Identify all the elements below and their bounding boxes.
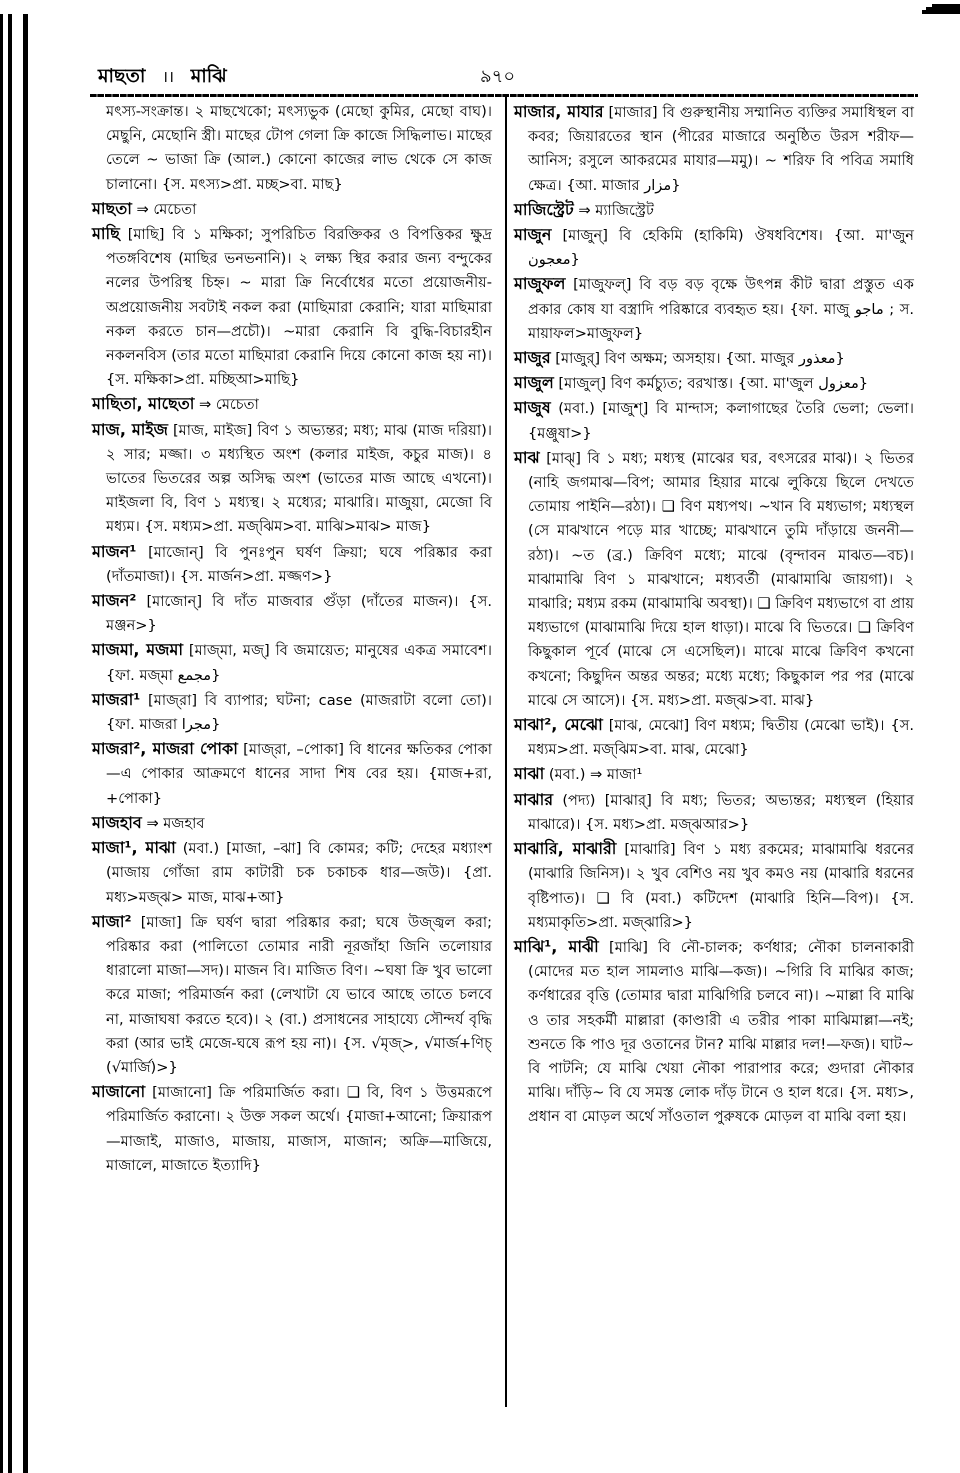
headword: মাঝ bbox=[514, 447, 540, 467]
dictionary-entry bbox=[92, 392, 492, 417]
definition: [মাজ, মাইজ] বিণ ১ অভ্যন্তর; মধ্য; মাঝ (মাজ দরিয়া)। ২ সার; মজ্জা। ৩ মধ্যস্থিত অংশ (কলার মাইজ, কচুর মাজ)। ৪ ভাতের ভিতরের অল্প অসিদ্ধ অংশ (ভাতের মাজ আছে এখনো)। মাইজলা বি, বিণ ১ মধ্যস্থ। ২ মধ্যের; মাঝারি। মাজুয়া, মেজো বি মধ্যম। {স. মধ্যম>প্রা. মজ্‌ঝিম>বা. মাঝি>মাঝ> মাজ} bbox=[106, 421, 492, 536]
dictionary-entry bbox=[92, 222, 492, 392]
definition: [মাজার] বি গুরুস্থানীয় সম্মানিত ব্যক্তির সমাধিস্থল বা কবর; জিয়ারতের স্থান (পীরের মাজারে অনুষ্ঠিত উরস শরীফ—আনিস; রসুলে আকরমের মাযার—মমু)। ~ শরিফ বি পবিত্র সমাধি ক্ষেত্র। {আ. মাজার مزار} bbox=[528, 104, 914, 194]
headword: মাজা¹, মাঝা bbox=[92, 838, 176, 858]
definition: [মাজ্‌রা, –পোকা] বি ধানের ক্ষতিকর পোকা—এ পোকার আক্রমণে ধানের সাদা শিষ বের হয়। {মাজ+রা, +পোকা} bbox=[106, 741, 493, 807]
headword: মাজন¹ bbox=[92, 541, 137, 561]
headword: মাজার, মাযার bbox=[514, 102, 604, 121]
headword: মাঝারি, মাঝারী bbox=[514, 839, 617, 859]
definition: [মাঝ, মেঝো] বিণ মধ্যম; দ্বিতীয় (মেঝো ভাই)। {স. মধ্যম>প্রা. মজ্‌ঝিম>বা. মাঝ, মেঝো} bbox=[528, 717, 915, 759]
dictionary-entry bbox=[92, 638, 492, 687]
definition: [মাজা] ক্রি ঘর্ষণ দ্বারা পরিষ্কার করা; ঘষে উজ্জ্বল করা; পরিষ্কার করা (পালিতো তোমার নারী নূরজাঁহা জিনি তলোয়ার ধারালো মাজা—সদ)। মাজন বি। মাজিত বিণ। ~ঘষা ক্রি খুব ভালো করে মাজা; পরিমার্জন করা (লেখাটা যে ভাবে আছে তাতে চলবে না, মাজাঘষা করতে হবে)। ২ (বা.) প্রসাধনের সাহায্যে সৌন্দর্য বৃদ্ধি করা (আর ভাই মেজে-ঘষে রূপ হয় না)। {স. √মৃজ্‌>, √মার্জ+ণিচ্‌ (√মার্জি)>} bbox=[106, 913, 493, 1076]
headword: মাজুষ bbox=[514, 398, 551, 418]
headword: মাজরা², মাজরা পোকা bbox=[92, 739, 238, 759]
dictionary-entry bbox=[514, 788, 914, 837]
definition: (মবা.) ⇒ মাজা¹ bbox=[548, 766, 643, 784]
definition: [মাজ্‌রা] বি ব্যাপার; ঘটনা; case (মাজরাটা বলো তো)। {ফা. মাজরা مجرا} bbox=[106, 691, 492, 734]
dictionary-entry bbox=[92, 418, 492, 540]
dictionary-entry bbox=[92, 589, 492, 638]
headword: মাঝা bbox=[514, 764, 545, 784]
entry-continuation bbox=[92, 100, 492, 197]
definition: [মাজোন্‌] বি পুনঃপুন ঘর্ষণ ক্রিয়া; ঘষে পরিষ্কার করা (দাঁতমাজা)। {স. মার্জন>প্রা. মজ্জণ>} bbox=[106, 543, 493, 585]
dictionary-entry bbox=[514, 837, 914, 935]
definition: [মাজ্‌মা, মজ্‌] বি জমায়েত; মানুষের একত্র সমাবেশ। {ফা. মজ্‌মা مجمع} bbox=[106, 642, 492, 684]
dictionary-entry bbox=[514, 713, 914, 762]
definition: (পদ্য) [মাঝার্‌] বি মধ্য; ভিতর; অভ্যন্তর; মধ্যস্থল (হিয়ার মাঝারে)। {স. মধ্য>প্রা. মজ্‌ঝআর>} bbox=[528, 791, 914, 833]
headword: মাজুফল bbox=[514, 274, 566, 294]
headword: মাছতা bbox=[92, 198, 132, 218]
scan-binding-edge bbox=[0, 14, 3, 1473]
definition: [মাঝারি] বিণ ১ মধ্য রকমের; মাঝামাঝি ধরনের (মাঝারি জিনিস)। ২ খুব বেশিও নয় খুব কমও নয় (মাঝারি ধরনের বৃষ্টিপাত)। ❑ বি (মবা.) কটিদেশ (মাঝারি হিনি—বিপ)। {স. মধ্যমাকৃতি>প্রা. মজ্‌ঝারি>} bbox=[528, 841, 914, 931]
headword: মাজুর bbox=[514, 348, 551, 368]
headword: মাজরা¹ bbox=[92, 689, 141, 709]
headword: মাজানো bbox=[92, 1082, 146, 1102]
dictionary-entry bbox=[514, 272, 914, 346]
page-header bbox=[98, 62, 918, 92]
header-rule bbox=[90, 94, 918, 97]
headword: মাজন² bbox=[92, 591, 137, 611]
dictionary-entry bbox=[514, 100, 914, 198]
headword: মাছিতা, মাছেতা bbox=[92, 394, 195, 414]
scan-binding-edge bbox=[23, 14, 28, 1473]
definition: (মবা.) [মাজা, –ঝা] বি কোমর; কটি; দেহের মধ্যাংশ (মাজায় গোঁজা রাম কাটারী চক চকাচক ধার—জউ)। {প্রা. মধ্য>মজ্‌ঝ> মাজ, মাঝ+আ} bbox=[106, 840, 493, 906]
definition: ⇒ মেচেতা bbox=[199, 396, 259, 414]
guide-word-first: মাছতা bbox=[98, 65, 146, 87]
definition: ⇒ মেচেতা bbox=[136, 200, 197, 218]
column-divider bbox=[505, 97, 507, 1407]
headword: মাঝার bbox=[514, 789, 554, 809]
definition: [মাজুল্‌] বিণ কর্মচ্যুত; বরখাস্ত। {আ. মা'জুল معزول} bbox=[558, 375, 869, 393]
dictionary-entry bbox=[92, 1080, 492, 1178]
dictionary-entry bbox=[92, 197, 492, 222]
guide-separator: ।। bbox=[161, 67, 175, 86]
headword: মাঝি¹, মাঝী bbox=[514, 936, 599, 956]
headword: মাছি bbox=[92, 224, 120, 244]
definition: ⇒ ম্যাজিস্ট্রেট bbox=[578, 201, 654, 219]
definition: [মাঝ্‌] বি ১ মধ্য; মধ্যস্থ (মাঝের ঘর, বৎসরের মাঝ)। ২ ভিতর (নাহি জগমাঝ—বিপ; আমার হিয়ার মাঝে লুকিয়ে ছিলে দেখতে তোমায় পাইনি—রঠা)। ❑ বিণ মধ্যপথ। ~খান বি মধ্যভাগ; মধ্যস্থল (সে মাঝখানে পড়ে মার খাচ্ছে; মাঝখানে তুমি দাঁড়ায়ে জননী—রঠা)। ~ত (ব্র.) ক্রিবিণ মধ্যে; মাঝে (বৃন্দাবন মাঝত—বচ)। মাঝামাঝি বিণ ১ মাঝখানে; মধ্যবর্তী (মাঝামাঝি জায়গা)। ২ মাঝারি; মধ্যম রকম (মাঝামাঝি অবস্থা)। ❑ ক্রিবিণ মধ্যভাগে বা প্রায় মধ্যভাগে (মাঝামাঝি দিয়ে হাল ধাড়া)। মাঝে বি ভিতরে। ❑ ক্রিবিণ কিছুকাল পূর্বে (মাঝে সে এসেছিল)। মাঝে মাঝে ক্রিবিণ কখনো কখনো; কিছুদিন অন্তর অন্তর; মধ্যে মধ্যে; কিছুকাল পর পর (মাঝে মাঝে সে আসে)। {স. মধ্য>প্রা. মজ্‌ঝ>বা. মাঝ} bbox=[528, 449, 915, 709]
dictionary-entry bbox=[514, 446, 914, 713]
scan-binding-edge bbox=[8, 14, 12, 1473]
guide-words bbox=[98, 62, 227, 94]
definition: [মাজুফল্‌] বি বড় বড় বৃক্ষে উৎপন্ন কীট দ্বারা প্রস্তুত এক প্রকার কোষ যা বস্ত্রাদি পরিষ্কারে ব্যবহৃত হয়। {ফা. মাজু ماجو ; স. মায়াফল>মাজুফল} bbox=[528, 276, 914, 342]
dictionary-entry bbox=[514, 346, 914, 371]
dictionary-entry bbox=[92, 910, 492, 1080]
definition: [মাজোন্‌] বি দাঁত মাজবার গুঁড়া (দাঁতের মাজন)। {স. মঞ্জন>} bbox=[106, 593, 492, 635]
dictionary-entry bbox=[92, 540, 492, 589]
dictionary-entry bbox=[92, 811, 492, 836]
headword: মাজা² bbox=[92, 911, 132, 931]
page-number: ৯৭০ bbox=[480, 66, 516, 87]
headword: মাজিস্ট্রেট bbox=[514, 199, 574, 219]
dictionary-entry bbox=[92, 836, 492, 910]
definition: [মাছি] বি ১ মক্ষিকা; সুপরিচিত বিরক্তিকর ও বিপত্তিকর ক্ষুদ্র পতঙ্গবিশেষ (মাছির ভনভনানি)। ২ লক্ষ্য স্থির করার জন্য বন্দুকের নলের উপরিস্থ চিহ্ন। ~ মারা ক্রি নির্বোধের মতো প্রয়োজনীয়-অপ্রয়োজনীয় সবটাই নকল করা (মাছিমারা কেরানি; যারা মাছিমারা নকল করতে চান—প্রচৌ)। ~মারা কেরানি বি বুদ্ধি-বিচারহীন নকলনবিস (তার মতো মাছিমারা কেরানি দিয়ে কোনো কাজ হয় না)। {স. মক্ষিকা>প্রা. মচ্ছিআ>মাছি} bbox=[106, 226, 493, 389]
scan-corner-mark bbox=[920, 4, 960, 16]
definition: [মাজুর্‌] বিণ অক্ষম; অসহায়। {আ. মাজুর معذور} bbox=[555, 350, 845, 368]
definition: [মাজুন্‌] বি হেকিমি (হাকিমি) ঔষধবিশেষ। {আ. মা'জুন معجون} bbox=[528, 227, 914, 269]
dictionary-entry bbox=[92, 688, 492, 737]
right-column bbox=[514, 100, 914, 1130]
dictionary-entry bbox=[514, 223, 914, 272]
headword: মাজহাব bbox=[92, 812, 142, 832]
definition: [মাজানো] ক্রি পরিমার্জিত করা। ❑ বি, বিণ ১ উত্তমরূপে পরিমার্জিত করানো। ২ উক্ত সকল অর্থে। {মাজা+আনো; ক্রিয়ারূপ—মাজাই, মাজাও, মাজায়, মাজাস, মাজান; অক্রি—মাজিয়ে, মাজালে, মাজাতে ইত্যাদি} bbox=[106, 1084, 493, 1174]
guide-word-last: মাঝি bbox=[190, 65, 227, 87]
dictionary-entry bbox=[514, 371, 914, 396]
dictionary-entry bbox=[514, 762, 914, 787]
definition: [মাঝি] বি নৌ-চালক; কর্ণধার; নৌকা চালনাকারী (মোদের মত হাল সামলাও মাঝি—কজ)। ~গিরি বি মাঝির কাজ; কর্ণধারের বৃত্তি (তোমার দ্বারা মাঝিগিরি চলবে না)। ~মাল্লা বি মাঝি ও তার সহকর্মী মাল্লারা (কাণ্ডারী এ তরীর পাকা মাঝিমাল্লা—নই; শুনতে কি পাও দূর ওতানের টান? মাঝি মাল্লার দল!—ফজ)। ঘাট~ বি পাটনি; যে মাঝি খেয়া নৌকা পারাপার করে; গুদারা নৌকার মাঝি। দাঁড়ি~ বি যে সমস্ত লোক দাঁড় টানে ও হাল ধরে। {স. মধ্য>, প্রধান বা মোড়ল অর্থে সাঁওতাল পুরুষকে মোড়ল বা মাঝি বলা হয়। bbox=[528, 938, 915, 1126]
dictionary-entry bbox=[514, 198, 914, 223]
headword: মাজ, মাইজ bbox=[92, 419, 168, 439]
dictionary-entry bbox=[514, 935, 914, 1130]
headword: মাজুন bbox=[514, 225, 552, 245]
dictionary-entry bbox=[514, 396, 914, 445]
headword: মাজুল bbox=[514, 373, 554, 393]
headword: মাজমা, মজমা bbox=[92, 640, 183, 660]
headword: মাঝা², মেঝো bbox=[514, 715, 603, 735]
left-column bbox=[92, 100, 492, 1178]
dictionary-entry bbox=[92, 737, 492, 811]
definition: মৎস্য-সংক্রান্ত। ২ মাছখেকো; মৎস্যভুক (মেছো কুমির, মেছো বাঘ)। মেছুনি, মেছোনি স্ত্রী। মাছের টোপ গেলা ক্রি কাজে সিদ্ধিলাভ। মাছের তেলে ~ ভাজা ক্রি (আল.) কোনো কাজের লাভ থেকে সে কাজ চালানো। {স. মৎস্য>প্রা. মচ্ছ>বা. মাছ} bbox=[106, 103, 492, 193]
definition: ⇒ মজহাব bbox=[146, 814, 205, 832]
definition: (মবা.) [মাজুশ্‌] বি মান্দাস; কলাগাছের তৈরি ভেলা; ভেলা। {মঞ্জুষা>} bbox=[528, 400, 915, 442]
